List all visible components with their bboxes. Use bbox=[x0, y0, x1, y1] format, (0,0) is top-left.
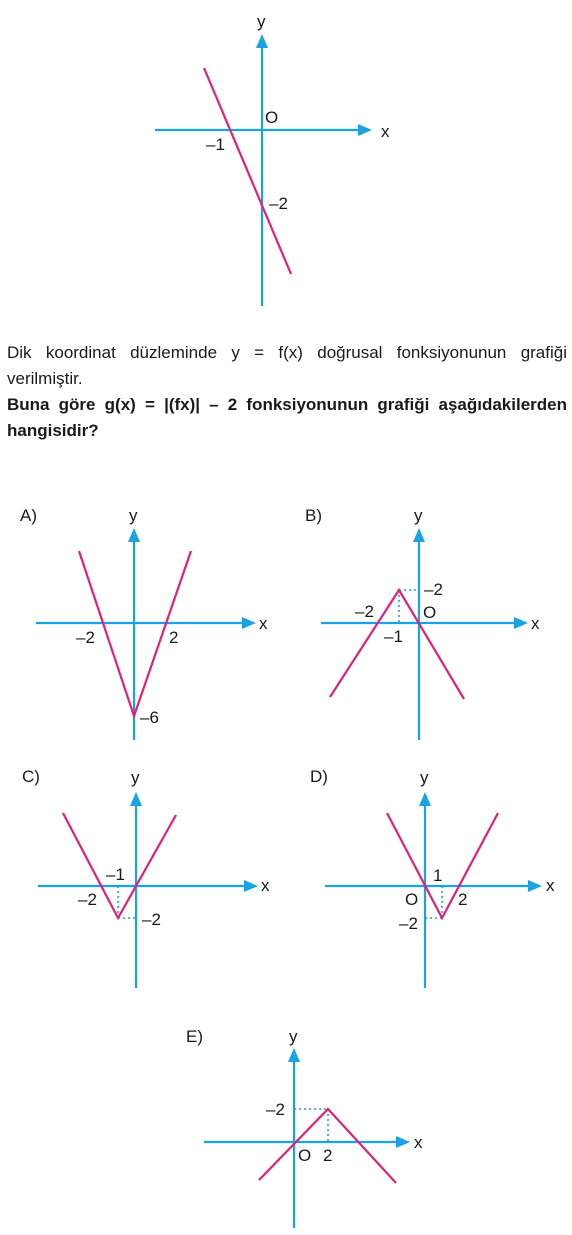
option-c-label-neg2-bottom: –2 bbox=[142, 910, 161, 929]
option-e-y-arrow bbox=[288, 1048, 300, 1062]
option-d-label-2: 2 bbox=[458, 890, 468, 909]
option-a-label-neg6: –6 bbox=[140, 708, 159, 727]
main-x-label: x bbox=[381, 122, 390, 141]
option-e[interactable] bbox=[186, 1027, 423, 1228]
option-b-origin-label: O bbox=[423, 603, 437, 622]
option-e-label-2: 2 bbox=[323, 1146, 333, 1165]
option-a-y-label: y bbox=[129, 506, 138, 525]
option-b-label-neg2-top: –2 bbox=[424, 580, 443, 599]
option-d-label-neg2: –2 bbox=[399, 914, 418, 933]
option-c-label-neg2-left: –2 bbox=[78, 890, 97, 909]
main-y-intercept-label: –2 bbox=[269, 194, 288, 213]
option-d-x-label: x bbox=[546, 876, 555, 895]
option-b-y-label: y bbox=[414, 506, 423, 525]
option-d[interactable] bbox=[310, 767, 555, 988]
option-e-label-neg2: –2 bbox=[266, 1100, 285, 1119]
option-c-label-neg1: –1 bbox=[106, 865, 125, 884]
main-x-intercept-label: –1 bbox=[206, 135, 225, 154]
question-block bbox=[7, 340, 567, 444]
main-y-arrow bbox=[256, 34, 268, 48]
option-b-x-arrow bbox=[514, 617, 528, 629]
option-c-x-arrow bbox=[244, 880, 258, 892]
main-graph bbox=[155, 12, 390, 306]
option-b-x-label: x bbox=[531, 614, 540, 633]
option-c-y-arrow bbox=[130, 792, 142, 806]
option-a-label-2: 2 bbox=[169, 628, 179, 647]
option-a-label-neg2: –2 bbox=[76, 628, 95, 647]
option-c[interactable] bbox=[22, 767, 270, 988]
option-b[interactable] bbox=[305, 506, 540, 740]
option-d-origin-label: O bbox=[405, 890, 419, 909]
option-e-letter: E) bbox=[186, 1027, 203, 1046]
main-y-label: y bbox=[257, 12, 266, 31]
option-d-y-arrow bbox=[419, 792, 431, 806]
main-x-arrow bbox=[358, 124, 372, 136]
option-a-letter: A) bbox=[20, 506, 37, 525]
option-d-letter: D) bbox=[310, 767, 328, 786]
question-ask-text: Buna göre g(x) = |(fx)| – 2 fonksiyonunun grafiği aşağıdakilerden hangisidir? bbox=[7, 395, 567, 440]
question-given-text: Dik koordinat düzleminde y = f(x) doğrusal fonksiyonunun grafiği verilmiştir. bbox=[7, 343, 567, 388]
option-a-x-label: x bbox=[259, 614, 268, 633]
option-e-x-label: x bbox=[414, 1133, 423, 1152]
option-b-letter: B) bbox=[305, 506, 322, 525]
option-c-letter: C) bbox=[22, 767, 40, 786]
option-b-label-neg2-left: –2 bbox=[355, 602, 374, 621]
option-d-label-1: 1 bbox=[433, 866, 443, 885]
option-d-y-label: y bbox=[420, 768, 429, 787]
option-e-origin-label: O bbox=[298, 1146, 312, 1165]
main-f-line bbox=[204, 68, 291, 274]
option-e-y-label: y bbox=[289, 1027, 298, 1046]
option-d-x-arrow bbox=[528, 880, 542, 892]
option-a-x-arrow bbox=[242, 617, 256, 629]
main-origin-label: O bbox=[265, 108, 279, 127]
option-e-x-arrow bbox=[396, 1136, 410, 1148]
option-b-label-neg1: –1 bbox=[384, 627, 403, 646]
option-c-y-label: y bbox=[131, 768, 140, 787]
option-a-y-arrow bbox=[128, 528, 140, 542]
option-a[interactable] bbox=[20, 506, 268, 740]
option-c-x-label: x bbox=[261, 876, 270, 895]
option-b-y-arrow bbox=[413, 528, 425, 542]
